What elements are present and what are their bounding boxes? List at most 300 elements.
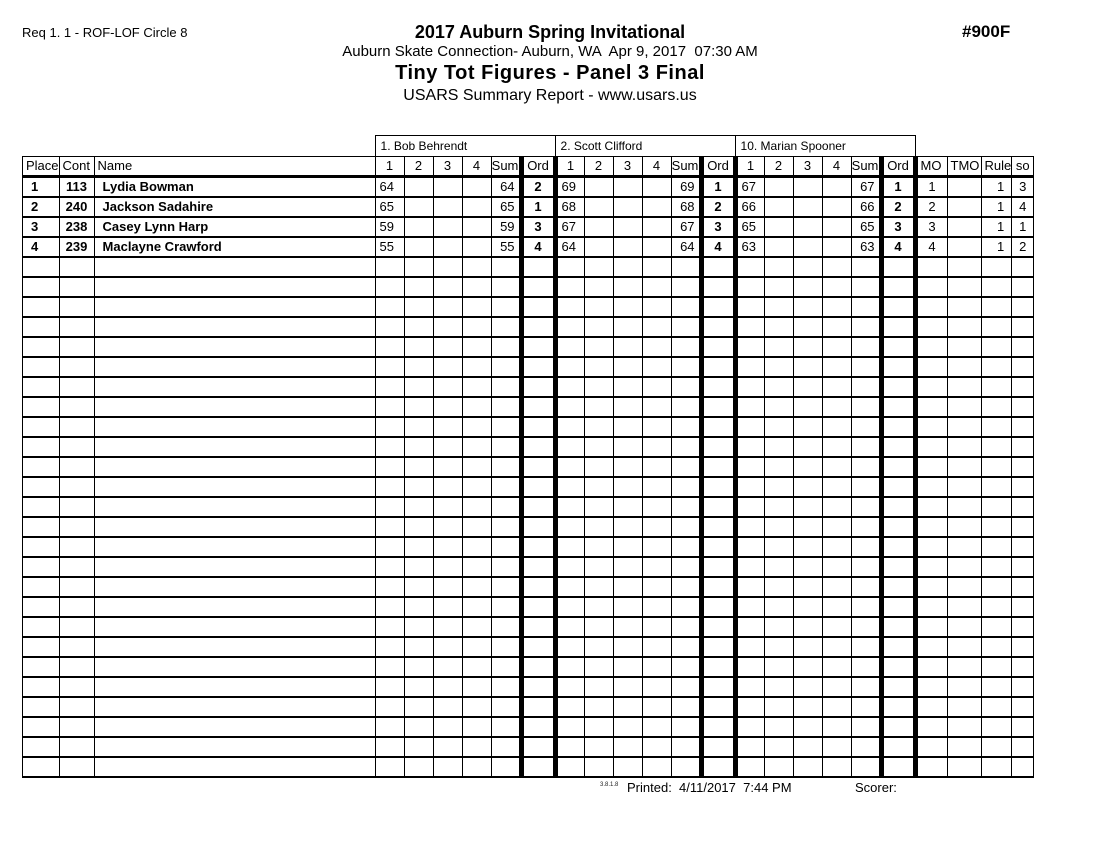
cell-j1-ord bbox=[521, 737, 555, 757]
cell-j3-1 bbox=[735, 257, 764, 277]
cell-j3-1 bbox=[735, 597, 764, 617]
cell-place bbox=[23, 717, 60, 737]
cell-mo bbox=[915, 697, 947, 717]
cell-j3-sum bbox=[851, 657, 881, 677]
empty-row bbox=[23, 657, 1034, 677]
cell-j3-4 bbox=[822, 397, 851, 417]
cell-so bbox=[1012, 757, 1034, 777]
cell-tmo bbox=[947, 637, 981, 657]
cell-j1-sum bbox=[491, 317, 521, 337]
cell-j2-sum bbox=[671, 277, 701, 297]
col-header-j2-4: 4 bbox=[642, 157, 671, 177]
cell-j1-3 bbox=[433, 197, 462, 217]
empty-row bbox=[23, 437, 1034, 457]
cell-j2-sum: 69 bbox=[671, 177, 701, 198]
cell-j1-1: 64 bbox=[375, 177, 404, 198]
cell-j3-4 bbox=[822, 417, 851, 437]
cell-j1-4 bbox=[462, 297, 491, 317]
cell-j2-ord bbox=[701, 737, 735, 757]
cell-so: 1 bbox=[1012, 217, 1034, 237]
cell-j3-ord bbox=[881, 497, 915, 517]
cell-j3-ord bbox=[881, 737, 915, 757]
cell-so bbox=[1012, 697, 1034, 717]
cell-j1-4 bbox=[462, 277, 491, 297]
cell-j3-3 bbox=[793, 517, 822, 537]
cell-j3-3 bbox=[793, 537, 822, 557]
col-header-j2-2: 2 bbox=[584, 157, 613, 177]
cell-j1-3 bbox=[433, 597, 462, 617]
cell-j1-ord bbox=[521, 537, 555, 557]
cell-place bbox=[23, 537, 60, 557]
cell-cont bbox=[59, 357, 94, 377]
cell-j1-1 bbox=[375, 437, 404, 457]
cell-j1-3 bbox=[433, 397, 462, 417]
cell-tmo bbox=[947, 257, 981, 277]
cell-j2-3 bbox=[613, 337, 642, 357]
cell-cont bbox=[59, 697, 94, 717]
cell-j2-sum bbox=[671, 537, 701, 557]
cell-j3-4 bbox=[822, 377, 851, 397]
cell-j3-3 bbox=[793, 717, 822, 737]
cell-place bbox=[23, 597, 60, 617]
cell-j1-1 bbox=[375, 517, 404, 537]
cell-j1-2 bbox=[404, 497, 433, 517]
cell-j2-3 bbox=[613, 437, 642, 457]
cell-j1-2 bbox=[404, 317, 433, 337]
cell-j2-sum bbox=[671, 617, 701, 637]
cell-j1-4 bbox=[462, 397, 491, 417]
cell-j2-sum bbox=[671, 257, 701, 277]
cell-j2-sum bbox=[671, 737, 701, 757]
cell-j3-ord bbox=[881, 337, 915, 357]
cell-j1-sum bbox=[491, 357, 521, 377]
cell-j3-3 bbox=[793, 317, 822, 337]
cell-j2-3 bbox=[613, 297, 642, 317]
cell-cont bbox=[59, 477, 94, 497]
cell-j2-sum bbox=[671, 357, 701, 377]
cell-j1-4 bbox=[462, 617, 491, 637]
cell-cont: 240 bbox=[59, 197, 94, 217]
cell-j1-1 bbox=[375, 537, 404, 557]
cell-j1-2 bbox=[404, 297, 433, 317]
cell-rule bbox=[981, 297, 1012, 317]
col-header-j1-3: 3 bbox=[433, 157, 462, 177]
cell-place bbox=[23, 657, 60, 677]
cell-mo bbox=[915, 637, 947, 657]
cell-j3-1 bbox=[735, 517, 764, 537]
cell-place: 4 bbox=[23, 237, 60, 257]
cell-rule bbox=[981, 657, 1012, 677]
cell-place bbox=[23, 497, 60, 517]
cell-j1-1 bbox=[375, 697, 404, 717]
scorer-label: Scorer: bbox=[855, 780, 897, 795]
cell-j3-2 bbox=[764, 697, 793, 717]
cell-j3-4 bbox=[822, 637, 851, 657]
cell-j2-1 bbox=[555, 437, 584, 457]
cell-j1-3 bbox=[433, 577, 462, 597]
cell-j1-1 bbox=[375, 577, 404, 597]
empty-row bbox=[23, 597, 1034, 617]
cell-j3-2 bbox=[764, 217, 793, 237]
cell-so bbox=[1012, 357, 1034, 377]
cell-place bbox=[23, 617, 60, 637]
cell-j3-sum bbox=[851, 317, 881, 337]
empty-row bbox=[23, 277, 1034, 297]
cell-rule bbox=[981, 597, 1012, 617]
cell-j3-3 bbox=[793, 357, 822, 377]
cell-rule bbox=[981, 577, 1012, 597]
cell-j3-3 bbox=[793, 737, 822, 757]
cell-place bbox=[23, 457, 60, 477]
cell-j3-3 bbox=[793, 697, 822, 717]
cell-name: Casey Lynn Harp bbox=[94, 217, 375, 237]
cell-place bbox=[23, 437, 60, 457]
cell-j2-3 bbox=[613, 497, 642, 517]
cell-j3-sum bbox=[851, 697, 881, 717]
cell-j3-3 bbox=[793, 257, 822, 277]
cell-j2-1 bbox=[555, 557, 584, 577]
cell-j2-4 bbox=[642, 577, 671, 597]
cell-tmo bbox=[947, 277, 981, 297]
empty-row bbox=[23, 477, 1034, 497]
cell-j2-2 bbox=[584, 377, 613, 397]
cell-j3-3 bbox=[793, 377, 822, 397]
cell-rule bbox=[981, 717, 1012, 737]
cell-j3-ord bbox=[881, 257, 915, 277]
col-header-tmo: TMO bbox=[947, 157, 981, 177]
cell-j1-1 bbox=[375, 417, 404, 437]
cell-j2-1 bbox=[555, 317, 584, 337]
cell-j1-3 bbox=[433, 297, 462, 317]
cell-tmo bbox=[947, 437, 981, 457]
cell-j3-4 bbox=[822, 617, 851, 637]
cell-j3-4 bbox=[822, 737, 851, 757]
cell-place bbox=[23, 337, 60, 357]
cell-j1-3 bbox=[433, 697, 462, 717]
cell-j2-sum bbox=[671, 677, 701, 697]
cell-j2-ord bbox=[701, 317, 735, 337]
empty-row bbox=[23, 497, 1034, 517]
cell-place bbox=[23, 757, 60, 777]
cell-j1-1 bbox=[375, 397, 404, 417]
cell-j2-4 bbox=[642, 437, 671, 457]
col-header-j2-sum: Sum bbox=[671, 157, 701, 177]
cell-place bbox=[23, 557, 60, 577]
cell-tmo bbox=[947, 337, 981, 357]
cell-j1-2 bbox=[404, 657, 433, 677]
cell-j2-4 bbox=[642, 737, 671, 757]
cell-j3-ord bbox=[881, 657, 915, 677]
cell-j3-sum: 66 bbox=[851, 197, 881, 217]
cell-j1-2 bbox=[404, 237, 433, 257]
cell-cont: 238 bbox=[59, 217, 94, 237]
cell-name bbox=[94, 737, 375, 757]
cell-j2-4 bbox=[642, 497, 671, 517]
cell-mo bbox=[915, 717, 947, 737]
cell-j3-2 bbox=[764, 677, 793, 697]
cell-j3-1 bbox=[735, 317, 764, 337]
cell-j1-sum bbox=[491, 637, 521, 657]
cell-j1-4 bbox=[462, 717, 491, 737]
cell-mo: 3 bbox=[915, 217, 947, 237]
cell-j2-sum bbox=[671, 297, 701, 317]
cell-j2-2 bbox=[584, 597, 613, 617]
cell-mo bbox=[915, 397, 947, 417]
cell-j3-sum bbox=[851, 597, 881, 617]
empty-row bbox=[23, 557, 1034, 577]
col-header-place: Place bbox=[23, 157, 60, 177]
cell-place bbox=[23, 397, 60, 417]
cell-j3-ord bbox=[881, 377, 915, 397]
cell-so bbox=[1012, 677, 1034, 697]
cell-j1-2 bbox=[404, 457, 433, 477]
cell-place bbox=[23, 477, 60, 497]
cell-j2-2 bbox=[584, 717, 613, 737]
cell-j1-2 bbox=[404, 257, 433, 277]
cell-j1-ord bbox=[521, 717, 555, 737]
cell-j2-2 bbox=[584, 357, 613, 377]
judge-1-name: 1. Bob Behrendt bbox=[375, 136, 555, 157]
cell-place bbox=[23, 737, 60, 757]
cell-j1-1: 55 bbox=[375, 237, 404, 257]
cell-j3-sum bbox=[851, 497, 881, 517]
cell-j1-3 bbox=[433, 237, 462, 257]
cell-mo bbox=[915, 417, 947, 437]
cell-name bbox=[94, 317, 375, 337]
cell-j1-2 bbox=[404, 357, 433, 377]
cell-rule: 1 bbox=[981, 237, 1012, 257]
cell-name bbox=[94, 497, 375, 517]
requirement-label: Req 1. 1 - ROF-LOF Circle 8 bbox=[22, 25, 188, 40]
cell-j2-ord bbox=[701, 637, 735, 657]
cell-j2-4 bbox=[642, 617, 671, 637]
cell-j3-3 bbox=[793, 297, 822, 317]
cell-j1-1 bbox=[375, 477, 404, 497]
cell-rule bbox=[981, 677, 1012, 697]
cell-cont bbox=[59, 577, 94, 597]
cell-j1-1: 59 bbox=[375, 217, 404, 237]
cell-j3-ord bbox=[881, 317, 915, 337]
cell-j1-ord bbox=[521, 617, 555, 637]
cell-j1-4 bbox=[462, 737, 491, 757]
cell-j1-1: 65 bbox=[375, 197, 404, 217]
cell-j1-ord bbox=[521, 637, 555, 657]
cell-j3-2 bbox=[764, 517, 793, 537]
cell-j1-3 bbox=[433, 757, 462, 777]
cell-rule: 1 bbox=[981, 197, 1012, 217]
cell-rule bbox=[981, 437, 1012, 457]
col-header-j2-3: 3 bbox=[613, 157, 642, 177]
cell-j2-1 bbox=[555, 577, 584, 597]
cell-mo bbox=[915, 277, 947, 297]
cell-j3-2 bbox=[764, 357, 793, 377]
cell-j3-2 bbox=[764, 757, 793, 777]
cell-cont bbox=[59, 517, 94, 537]
cell-j3-sum bbox=[851, 737, 881, 757]
competitor-row bbox=[23, 177, 1034, 198]
cell-name bbox=[94, 357, 375, 377]
cell-rule bbox=[981, 517, 1012, 537]
cell-j2-1 bbox=[555, 717, 584, 737]
cell-j2-ord: 1 bbox=[701, 177, 735, 198]
cell-j1-4 bbox=[462, 557, 491, 577]
cell-j3-4 bbox=[822, 337, 851, 357]
cell-j2-4 bbox=[642, 177, 671, 198]
cell-mo bbox=[915, 297, 947, 317]
cell-j1-3 bbox=[433, 517, 462, 537]
cell-j3-2 bbox=[764, 637, 793, 657]
cell-j2-2 bbox=[584, 237, 613, 257]
judge-row-right-spacer bbox=[915, 136, 1034, 157]
cell-so bbox=[1012, 317, 1034, 337]
cell-j2-sum bbox=[671, 717, 701, 737]
competitor-row bbox=[23, 237, 1034, 257]
cell-j3-1 bbox=[735, 717, 764, 737]
col-header-j3-ord: Ord bbox=[881, 157, 915, 177]
cell-rule bbox=[981, 397, 1012, 417]
cell-j1-3 bbox=[433, 217, 462, 237]
cell-j2-3 bbox=[613, 457, 642, 477]
cell-j3-sum bbox=[851, 457, 881, 477]
cell-tmo bbox=[947, 457, 981, 477]
cell-j1-sum bbox=[491, 537, 521, 557]
cell-place bbox=[23, 637, 60, 657]
cell-j3-2 bbox=[764, 257, 793, 277]
cell-j1-2 bbox=[404, 397, 433, 417]
cell-j2-3 bbox=[613, 717, 642, 737]
cell-j3-4 bbox=[822, 217, 851, 237]
cell-j1-ord bbox=[521, 257, 555, 277]
cell-cont bbox=[59, 537, 94, 557]
cell-j1-ord bbox=[521, 397, 555, 417]
cell-j1-sum bbox=[491, 377, 521, 397]
cell-j2-3 bbox=[613, 737, 642, 757]
cell-j1-1 bbox=[375, 637, 404, 657]
cell-tmo bbox=[947, 357, 981, 377]
cell-tmo bbox=[947, 677, 981, 697]
cell-cont bbox=[59, 717, 94, 737]
cell-j3-sum: 63 bbox=[851, 237, 881, 257]
cell-j2-2 bbox=[584, 617, 613, 637]
cell-j2-1 bbox=[555, 657, 584, 677]
cell-j3-2 bbox=[764, 417, 793, 437]
cell-j3-ord bbox=[881, 757, 915, 777]
cell-j3-sum bbox=[851, 537, 881, 557]
cell-j2-3 bbox=[613, 397, 642, 417]
cell-j1-sum bbox=[491, 597, 521, 617]
cell-j3-ord bbox=[881, 637, 915, 657]
empty-row bbox=[23, 697, 1034, 717]
cell-name: Lydia Bowman bbox=[94, 177, 375, 198]
cell-j3-3 bbox=[793, 457, 822, 477]
cell-j2-1 bbox=[555, 497, 584, 517]
cell-j1-4 bbox=[462, 657, 491, 677]
empty-row bbox=[23, 397, 1034, 417]
judge-row-left-spacer bbox=[23, 136, 376, 157]
cell-j3-3 bbox=[793, 437, 822, 457]
cell-j1-1 bbox=[375, 277, 404, 297]
cell-j1-4 bbox=[462, 377, 491, 397]
cell-j1-sum: 55 bbox=[491, 237, 521, 257]
cell-j3-sum bbox=[851, 297, 881, 317]
cell-j3-sum: 67 bbox=[851, 177, 881, 198]
cell-j3-ord bbox=[881, 397, 915, 417]
cell-j2-3 bbox=[613, 557, 642, 577]
cell-j3-2 bbox=[764, 477, 793, 497]
empty-row bbox=[23, 637, 1034, 657]
cell-j1-3 bbox=[433, 657, 462, 677]
cell-j3-2 bbox=[764, 297, 793, 317]
cell-j3-3 bbox=[793, 337, 822, 357]
cell-j3-1: 65 bbox=[735, 217, 764, 237]
cell-j2-3 bbox=[613, 177, 642, 198]
cell-so bbox=[1012, 637, 1034, 657]
cell-j2-ord: 2 bbox=[701, 197, 735, 217]
col-header-j3-4: 4 bbox=[822, 157, 851, 177]
cell-j3-ord: 1 bbox=[881, 177, 915, 198]
cell-j3-4 bbox=[822, 257, 851, 277]
cell-place bbox=[23, 517, 60, 537]
cell-j1-sum bbox=[491, 577, 521, 597]
cell-cont bbox=[59, 757, 94, 777]
cell-j1-4 bbox=[462, 437, 491, 457]
cell-mo bbox=[915, 657, 947, 677]
cell-j3-3 bbox=[793, 577, 822, 597]
cell-j1-2 bbox=[404, 697, 433, 717]
cell-so bbox=[1012, 517, 1034, 537]
cell-j3-3 bbox=[793, 677, 822, 697]
cell-j3-4 bbox=[822, 657, 851, 677]
cell-cont bbox=[59, 277, 94, 297]
cell-j2-3 bbox=[613, 657, 642, 677]
cell-rule bbox=[981, 497, 1012, 517]
cell-j2-ord bbox=[701, 377, 735, 397]
empty-row bbox=[23, 617, 1034, 637]
cell-j1-ord: 3 bbox=[521, 217, 555, 237]
cell-j2-1 bbox=[555, 697, 584, 717]
cell-so bbox=[1012, 377, 1034, 397]
cell-j2-1 bbox=[555, 597, 584, 617]
cell-j3-3 bbox=[793, 597, 822, 617]
cell-j2-1 bbox=[555, 537, 584, 557]
cell-j3-1 bbox=[735, 277, 764, 297]
empty-row bbox=[23, 337, 1034, 357]
cell-j1-sum bbox=[491, 297, 521, 317]
cell-j2-ord bbox=[701, 397, 735, 417]
cell-j3-4 bbox=[822, 677, 851, 697]
col-header-mo: MO bbox=[915, 157, 947, 177]
cell-place bbox=[23, 417, 60, 437]
cell-j1-ord bbox=[521, 557, 555, 577]
cell-so: 2 bbox=[1012, 237, 1034, 257]
printed-timestamp: Printed: 4/11/2017 7:44 PM bbox=[627, 780, 792, 795]
cell-j2-3 bbox=[613, 417, 642, 437]
cell-j3-ord bbox=[881, 697, 915, 717]
empty-row bbox=[23, 317, 1034, 337]
cell-j1-sum bbox=[491, 417, 521, 437]
cell-j1-1 bbox=[375, 317, 404, 337]
cell-name bbox=[94, 597, 375, 617]
cell-rule bbox=[981, 537, 1012, 557]
cell-cont bbox=[59, 397, 94, 417]
cell-cont bbox=[59, 557, 94, 577]
cell-j1-1 bbox=[375, 457, 404, 477]
cell-j1-1 bbox=[375, 357, 404, 377]
cell-j2-ord bbox=[701, 457, 735, 477]
cell-tmo bbox=[947, 417, 981, 437]
cell-j3-4 bbox=[822, 757, 851, 777]
cell-j3-2 bbox=[764, 377, 793, 397]
